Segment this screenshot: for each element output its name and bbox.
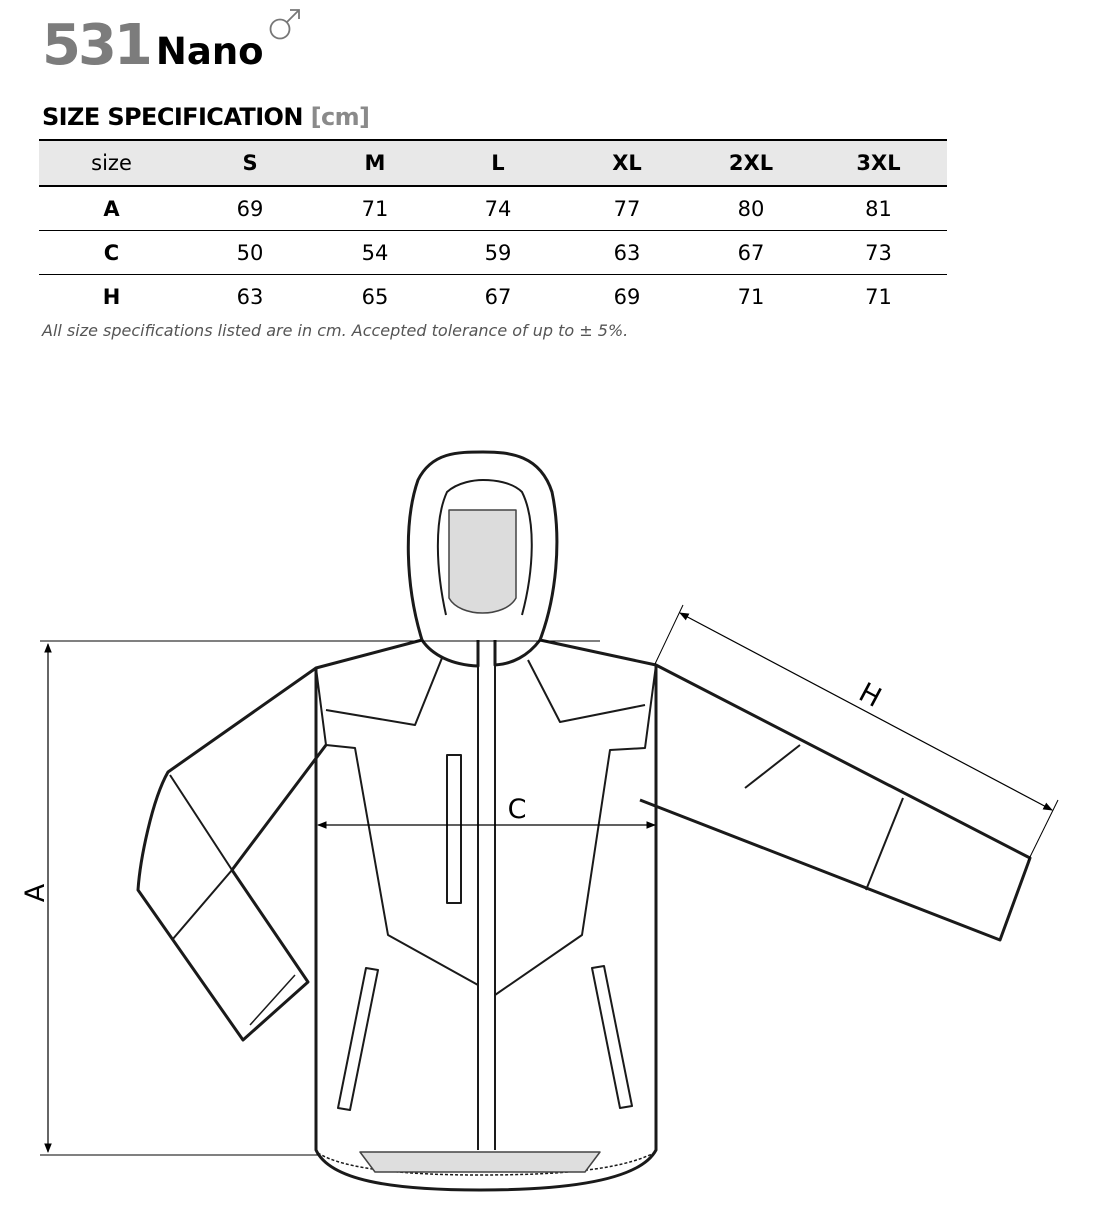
header-size-m: M <box>316 140 434 186</box>
jacket-outline <box>138 452 1030 1190</box>
table-cell: 67 <box>692 231 810 275</box>
table-cell: 71 <box>865 284 892 309</box>
table-cell: 50 <box>184 231 316 275</box>
row-label: H <box>102 284 121 309</box>
table-cell: 67 <box>484 284 512 309</box>
dimension-label-a: A <box>20 883 51 903</box>
dimension-a <box>20 641 600 1155</box>
table-cell: 59 <box>434 231 562 275</box>
table-cell: 81 <box>810 186 947 231</box>
header-size-3xl: 3XL <box>810 140 947 186</box>
dimension-label-c: C <box>507 794 527 825</box>
header-size-label: size <box>39 140 184 186</box>
table-cell: 71 <box>737 284 765 309</box>
row-label: C <box>39 231 184 275</box>
model-number: 531 <box>42 13 150 78</box>
dimension-label-h: H <box>853 677 887 714</box>
table-cell: 73 <box>810 231 947 275</box>
header-size-xl: XL <box>562 140 692 186</box>
header-size-s: S <box>184 140 316 186</box>
table-cell: 77 <box>562 186 692 231</box>
table-cell: 63 <box>562 231 692 275</box>
table-cell: 54 <box>316 231 434 275</box>
table-cell: 71 <box>316 186 434 231</box>
table-cell: 65 <box>361 284 389 309</box>
header-size-l: L <box>434 140 562 186</box>
size-spec-title: SIZE SPECIFICATION <box>42 103 303 131</box>
tolerance-note: All size specifications listed are in cm. Accepted tolerance of up to ± 5%. <box>42 321 629 340</box>
table-cell: 80 <box>692 186 810 231</box>
table-cell: 69 <box>184 186 316 231</box>
table-cell: 74 <box>434 186 562 231</box>
size-spec-unit: [cm] <box>310 103 370 131</box>
dimension-h <box>655 605 1058 861</box>
table-cell: 69 <box>613 284 641 309</box>
table-cell: 63 <box>236 284 264 309</box>
header-size-2xl: 2XL <box>692 140 810 186</box>
model-name: Nano <box>155 30 264 73</box>
row-label: A <box>39 186 184 231</box>
